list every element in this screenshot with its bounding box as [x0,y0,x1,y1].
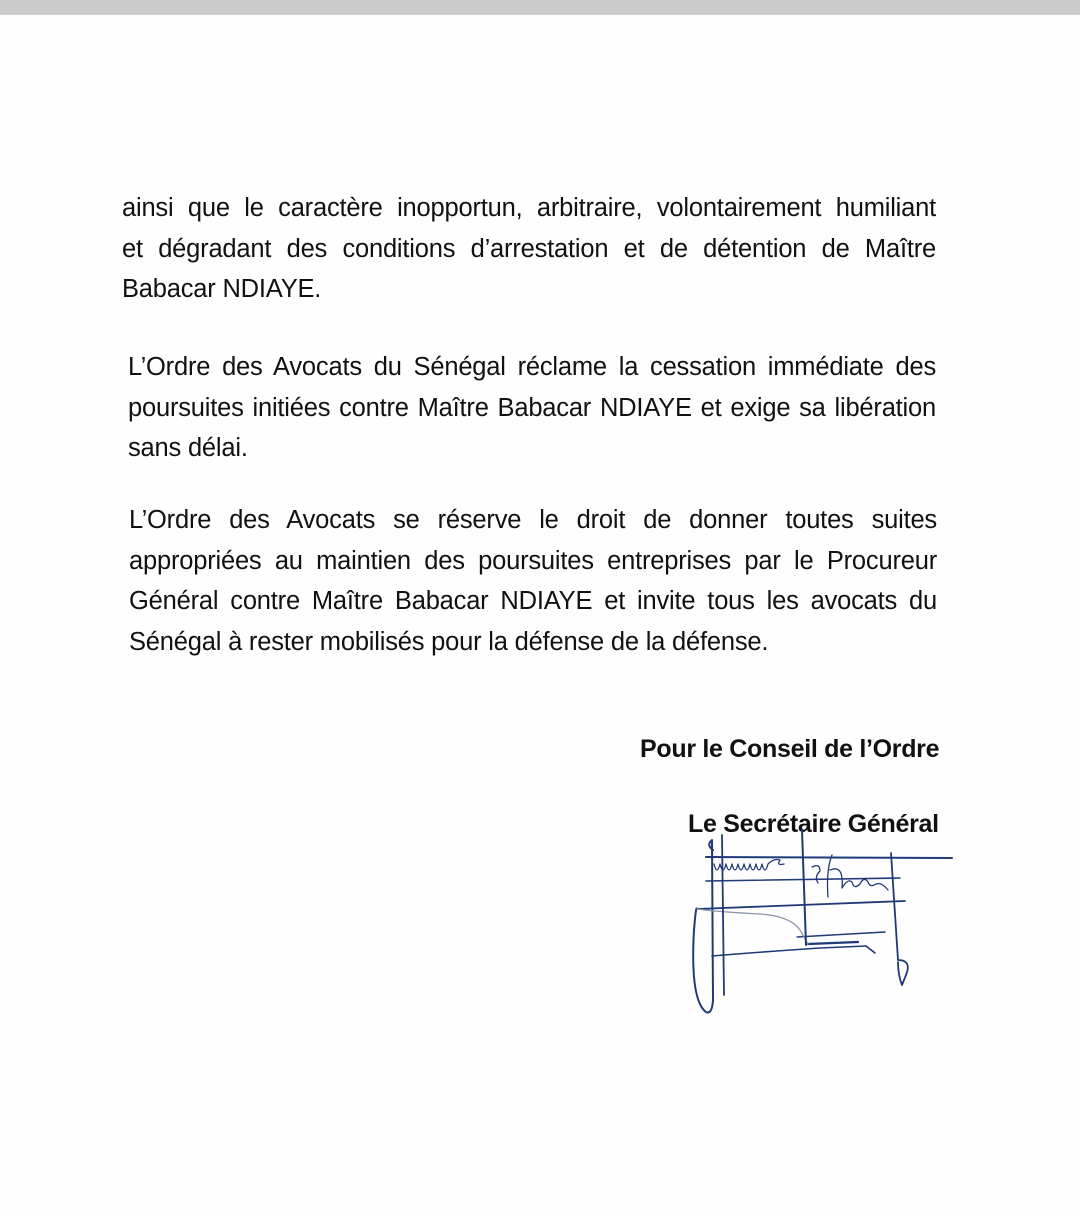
text-line: poursuites initiées contre Maître Babacar NDIAYE et exige sa libération [128,393,936,422]
closing-council-line: Pour le Conseil de l’Ordre [640,735,940,763]
top-border-strip [0,0,1080,15]
handwritten-signature-icon [680,825,970,1025]
closing-secretary-title: Le Secrétaire Général [688,810,939,838]
text-line: Babacar NDIAYE. [122,275,322,303]
text-line: et dégradant des conditions d’arrestation et de détention de Maître [122,234,936,263]
text-line: Général contre Maître Babacar NDIAYE et invite tous les avocats du [129,587,937,615]
text-line: L’Ordre des Avocats du Sénégal réclame la cessation immédiate des [128,353,936,381]
text-line: Sénégal à rester mobilisés pour la défense de la défense. [129,627,769,656]
text-line: ainsi que le caractère inopportun, arbitraire, volontairement humiliant [122,194,936,222]
paragraph-arrest-conditions [122,188,936,310]
paragraph-release-demand [128,347,936,469]
paragraph-mobilization-call [129,500,937,662]
text-line: appropriées au maintien des poursuites entreprises par le Procureur [129,546,937,575]
text-line: L’Ordre des Avocats se réserve le droit de donner toutes suites [129,506,937,534]
text-line: sans délai. [128,434,248,462]
